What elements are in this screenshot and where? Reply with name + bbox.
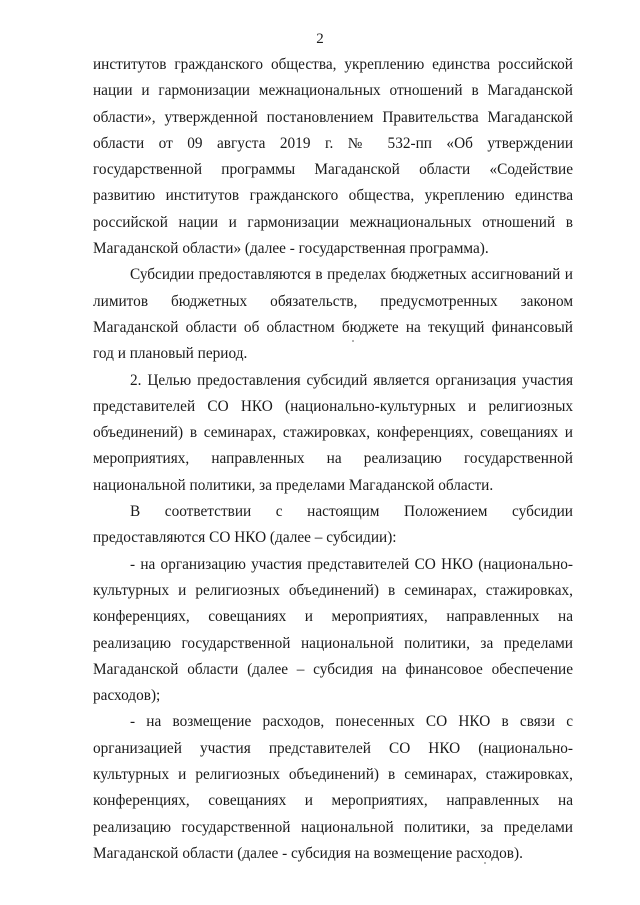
paragraph-subsidy-types-intro: В соответствии с настоящим Положением субсидии [130,503,573,521]
paragraph-subsidy-limits: Субсидии предоставляются в пределах бюджетных ассигнований и лимитов бюджетных обязательств, предусмотренных законом Магаданской области об областном бюджете на текущий финансовый год и плановый период. [93,266,573,363]
page-number: 2 [316,31,324,47]
paragraph-subsidy-types-intro-continued: предоставляются СО НКО (далее – субсидии): [93,529,397,547]
scan-speck [484,862,486,864]
paragraph-subsidy-purpose: 2. Целью предоставления субсидий является организация участия представителей СО НКО (национально-культурных и религиозных объединений) в семинарах, стажировках, конференциях, совещаниях и мероприятиях, направленных на реализацию государственной национальной политики, за пределами Магаданской области. [93,371,573,494]
list-item-expense-reimbursement: - на возмещение расходов, понесенных СО НКО в связи с организацией участия представителей СО НКО (национально-культурных и религиозных объединений) в семинарах, стажировках, конференциях, совещаниях и мероприятиях, направленных на реализацию государственной национальной политики, за пределами Магаданской области (далее - субсидия на возмещение расходов). [93,713,573,862]
paragraph-program-reference: институтов гражданского общества, укреплению единства российской нации и гармонизации межнациональных отношений в Магаданской области», утвержденной постановлением Правительства Магаданской области от 09 августа 2019 г. № 532-пп «Об утверждении государственной программы Магаданской области «Содействие развитию институтов гражданского общества, укреплению единства российской нации и гармонизации межнациональных отношений в Магаданской области» (далее - государственная программа). [93,56,573,258]
scan-speck [352,340,354,342]
list-item-financial-support: - на организацию участия представителей СО НКО (национально-культурных и религиозных объединений) в семинарах, стажировках, конференциях, совещаниях и мероприятиях, направленных на реализацию государственной национальной политики, за пределами Магаданской области (далее – субсидия на финансовое обеспечение расходов); [93,555,573,705]
document-body [93,52,573,867]
